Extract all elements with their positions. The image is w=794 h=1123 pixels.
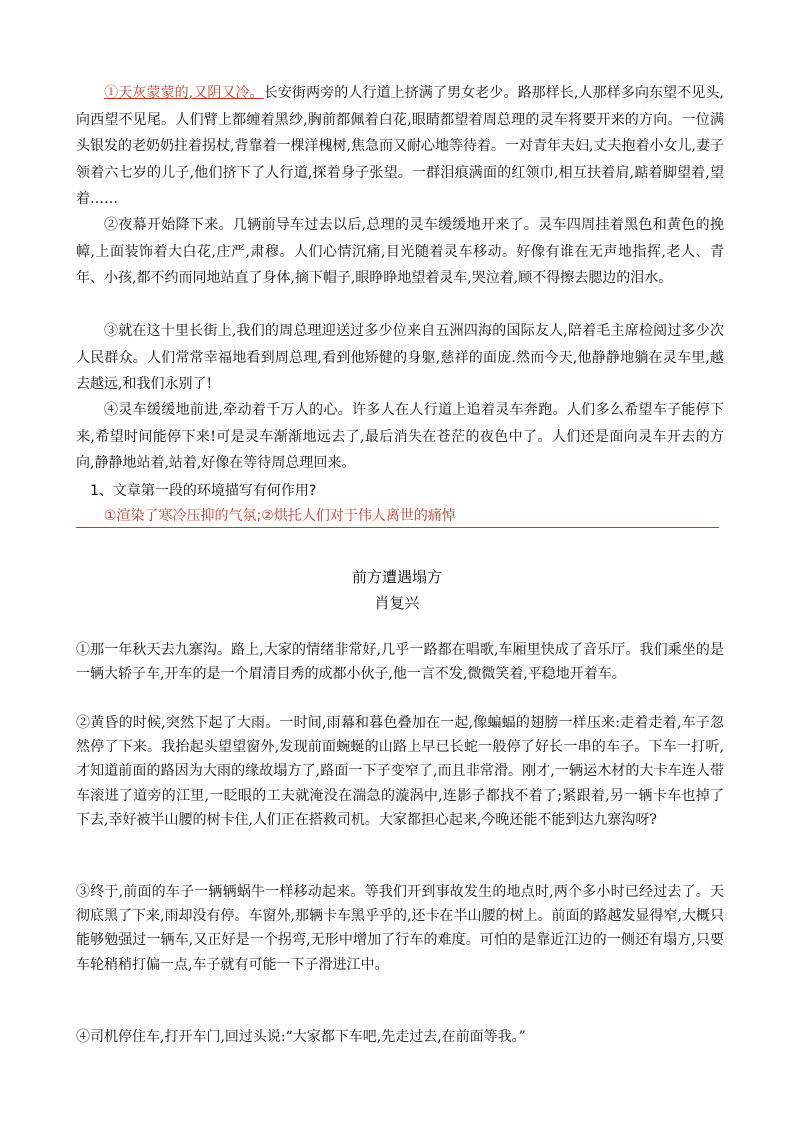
- passage2-title: 前方遭遇塌方: [351, 568, 442, 586]
- question-1: 1、文章第一段的环境描写有何作用?: [90, 483, 317, 499]
- passage1-paragraph-1: [76, 80, 724, 213]
- answer-1: ①渲染了寒冷压抑的气氛;②烘托人们对于伟人离世的痛悼: [76, 505, 719, 528]
- passage2-paragraph-3: ③终于,前面的车子一辆辆蜗牛一样移动起来。等我们开到事故发生的地点时,两个多小时已经过去了。天彻底黑了下来,雨却没有停。车窗外,那辆卡车黑乎乎的,还卡在半山腰的树上。前面的路越发显得窄,大概只能够勉强过一辆车,又正好是一个拐弯,无形中增加了行车的难度。可怕的是靠近江边的一侧还有塌方,只要车轮稍稍打偏一点,车子就有可能一下子滑进江中。: [76, 884, 724, 973]
- passage2-paragraph-2: ②黄昏的时候,突然下起了大雨。一时间,雨幕和暮色叠加在一起,像蝙蝠的翅膀一样压来:走着走着,车子忽然停了下来。我抬起头望望窗外,发现前面蜿蜒的山路上早已长蛇一般停了好长一串的车子。下车一打听,才知道前面的路因为大雨的缘故塌方了,路面一下子变窄了,而且非常滑。刚才,一辆运木材的大卡车连人带车滚进了道旁的江里,一眨眼的工夫就淹没在湍急的漩涡中,连影子都找不着了;紧跟着,另一辆卡车也掉了下去,幸好被半山腰的树卡住,人们正在搭救司机。大家都担心起来,今晚还能不能到达九寨沟呀?: [76, 715, 724, 828]
- passage2-paragraph-4: ④司机停住车,打开车门,回过头说:“大家都下车吧,先走过去,在前面等我。”: [76, 1029, 526, 1045]
- passage1-highlight: ①天灰蒙蒙的,又阴又冷。: [104, 85, 264, 101]
- passage1-paragraph-1-text: 长安街两旁的人行道上挤满了男女老少。路那样长,人那样多向东望不见头,向西望不见尾。人们臂上都缠着黑纱,胸前都佩着白花,眼睛都望着周总理的灵车将要开来的方向。一位满头银发的老奶奶拄着拐杖,背靠着一棵洋槐树,焦急而又耐心地等待着。一对青年夫妇,丈夫抱着小女儿,妻子领着六七岁的儿子,他们挤下了人行道,探着身子张望。一群泪痕满面的红领巾,相互扶着肩,踮着脚望着,望着……: [76, 85, 724, 207]
- passage1-paragraph-2: ②夜幕开始降下来。几辆前导车过去以后,总理的灵车缓缓地开来了。灵车四周挂着黑色和黄色的挽幛,上面装饰着大白花,庄严,肃穆。人们心情沉痛,目光随着灵车移动。好像有谁在无声地指挥,老人、青年、小孩,都不约而同地站直了身体,摘下帽子,眼睁睁地望着灵车,哭泣着,顾不得擦去腮边的泪水。: [76, 217, 724, 286]
- passage2-author: 肖复兴: [374, 594, 420, 612]
- passage1-paragraph-4: ④灵车缓缓地前进,牵动着千万人的心。许多人在人行道上追着灵车奔跑。人们多么希望车子能停下来,希望时间能停下来!可是灵车渐渐地远去了,最后消失在苍茫的夜色中了。人们还是面向灵车开去的方向,静静地站着,站着,好像在等待周总理回来。: [76, 402, 724, 471]
- passage1-paragraph-3: ③就在这十里长街上,我们的周总理迎送过多少位来自五洲四海的国际友人,陪着毛主席检阅过多少次人民群众。人们常常幸福地看到周总理,看到他矫健的身躯,慈祥的面庞.然而今天,他静静地躺在灵车里,越去越远,和我们永别了!: [76, 323, 724, 392]
- passage2-paragraph-1: ①那一年秋天去九寨沟。路上,大家的情绪非常好,几乎一路都在唱歌,车厢里快成了音乐厅。我们乘坐的是一辆大轿子车,开车的是一个眉清目秀的成都小伙子,他一言不发,微微笑着,平稳地开着车。: [76, 642, 724, 683]
